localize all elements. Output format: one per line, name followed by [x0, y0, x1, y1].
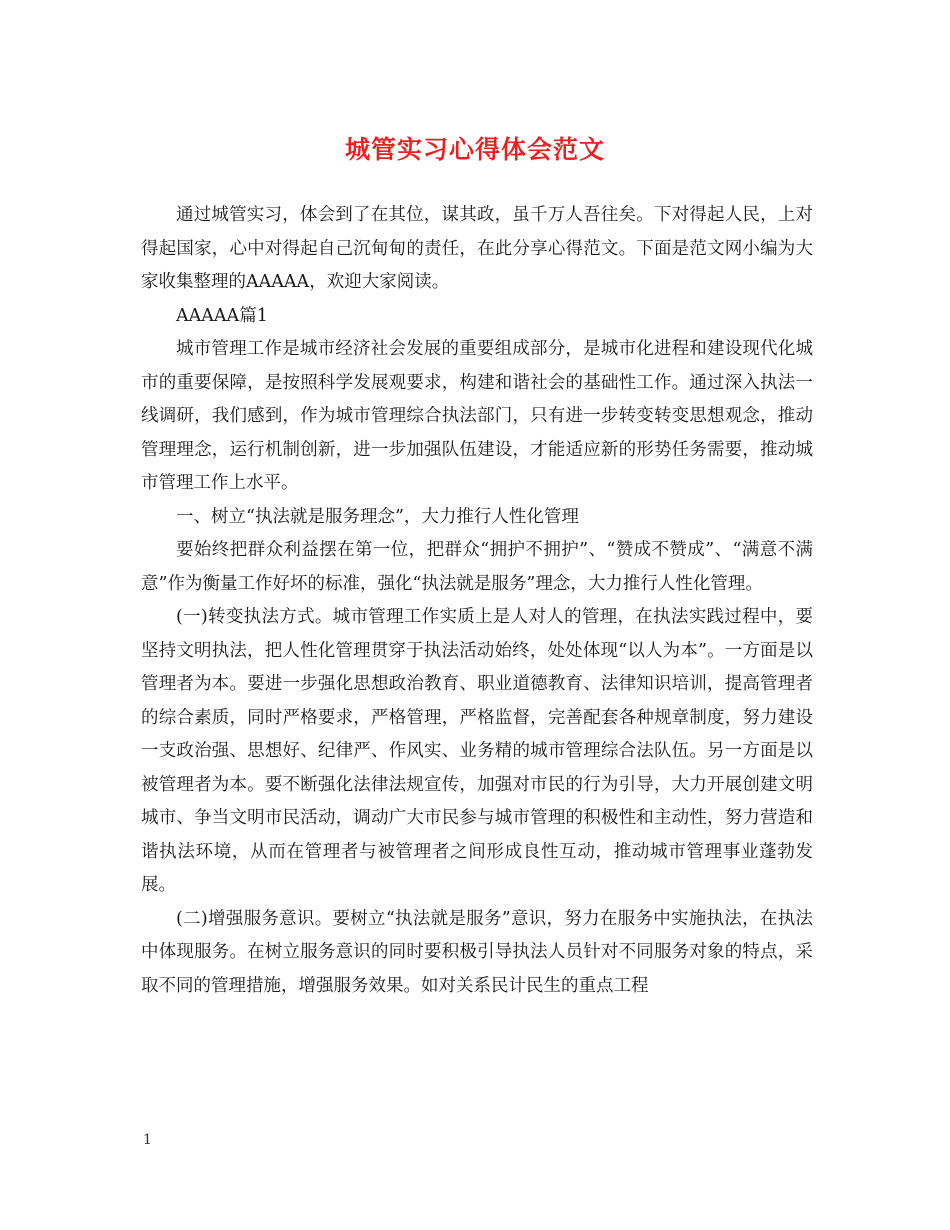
document-body	[141, 199, 813, 1003]
section-heading: 一、树立“执法就是服务理念”，大力推行人性化管理	[176, 506, 579, 527]
section-label: AAAAA篇1	[176, 305, 268, 326]
page-number: 1	[143, 1132, 152, 1148]
body-paragraph: (一)转变执法方式。城市管理工作实质上是人对人的管理，在执法实践过程中，要坚持文明执法，把人性化管理贯穿于执法活动始终，处处体现“以人为本”。一方面是以管理者为本。要进一步强化思想政治教育、职业道德教育、法律知识培训，提高管理者的综合素质，同时严格要求，严格管理，严格监督，完善配套各种规章制度，努力建设一支政治强、思想好、纪律严、作风实、业务精的城市管理综合法队伍。另一方面是以被管理者为本。要不断强化法律法规宣传，加强对市民的行为引导，大力开展创建文明城市、争当文明市民活动，调动广大市民参与城市管理的积极性和主动性，努力营造和谐执法环境，从而在管理者与被管理者之间形成良性互动，推动城市管理事业蓬勃发展。	[141, 607, 813, 895]
intro-paragraph: 通过城管实习，体会到了在其位，谋其政，虽千万人吾往矣。下对得起人民，上对得起国家，心中对得起自己沉甸甸的责任，在此分享心得范文。下面是范文网小编为大家收集整理的AAAAA，欢迎大家阅读。	[141, 205, 813, 292]
body-paragraph: 城市管理工作是城市经济社会发展的重要组成部分，是城市化进程和建设现代化城市的重要保障，是按照科学发展观要求，构建和谐社会的基础性工作。通过深入执法一线调研，我们感到，作为城市管理综合执法部门，只有进一步转变转变思想观念，推动管理理念，运行机制创新，进一步加强队伍建设，才能适应新的形势任务需要，推动城市管理工作上水平。	[141, 339, 813, 493]
body-paragraph: 要始终把群众利益摆在第一位，把群众“拥护不拥护”、“赞成不赞成”、“满意不满意”作为衡量工作好坏的标准，强化“执法就是服务”理念，大力推行人性化管理。	[141, 540, 813, 594]
body-paragraph: (二)增强服务意识。要树立“执法就是服务”意识，努力在服务中实施执法，在执法中体现服务。在树立服务意识的同时要积极引导执法人员针对不同服务对象的特点，采取不同的管理措施，增强服务效果。如对关系民计民生的重点工程	[141, 908, 813, 996]
document-title: 城管实习心得体会范文	[344, 135, 605, 164]
